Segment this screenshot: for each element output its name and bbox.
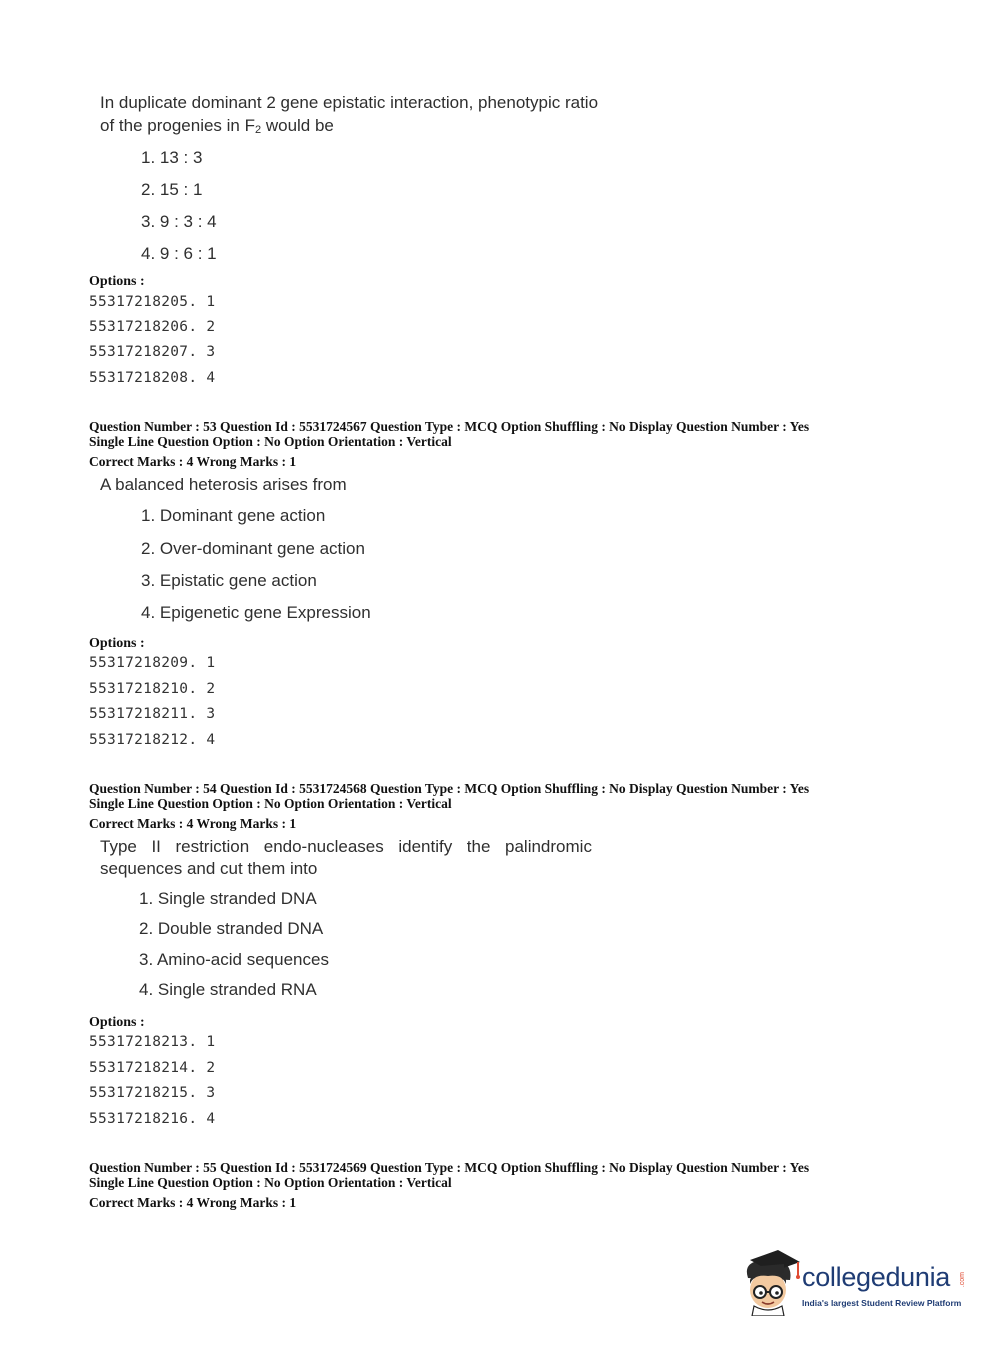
q52-text-post: would be bbox=[261, 116, 334, 135]
q52-option-id-3: 55317218207. 3 bbox=[89, 344, 216, 360]
q54-word: palindromic bbox=[505, 837, 592, 856]
q53-meta-line2: Single Line Question Option : No Option Orientation : Vertical bbox=[89, 434, 452, 449]
mascot-graduation-cap-icon bbox=[740, 1248, 802, 1316]
q54-word: II bbox=[151, 837, 161, 856]
q54-choice-3: 3. Amino-acid sequences bbox=[139, 950, 329, 969]
q52-text-pre: of the progenies in F bbox=[100, 116, 255, 135]
q53-meta-line1: Question Number : 53 Question Id : 5531724567 Question Type : MCQ Option Shuffling : No Display Question Number : Yes bbox=[89, 419, 810, 434]
q52-choice-3: 3. 9 : 3 : 4 bbox=[141, 212, 217, 231]
logo-name: collegedunia bbox=[802, 1262, 951, 1292]
collegedunia-logo bbox=[740, 1248, 970, 1318]
logo-dotcom: .com bbox=[959, 1272, 966, 1288]
q53-text: A balanced heterosis arises from bbox=[100, 475, 347, 494]
q54-option-id-3: 55317218215. 3 bbox=[89, 1085, 216, 1101]
q53-option-id-1: 55317218209. 1 bbox=[89, 655, 216, 671]
q54-text-line2: sequences and cut them into bbox=[100, 859, 318, 878]
q52-option-id-2: 55317218206. 2 bbox=[89, 319, 216, 335]
q55-marks: Correct Marks : 4 Wrong Marks : 1 bbox=[89, 1195, 297, 1210]
q54-option-id-2: 55317218214. 2 bbox=[89, 1060, 216, 1076]
q52-choice-4: 4. 9 : 6 : 1 bbox=[141, 244, 217, 263]
q53-options-label: Options : bbox=[89, 636, 145, 651]
q52-option-id-4: 55317218208. 4 bbox=[89, 370, 216, 386]
q53-choice-1: 1. Dominant gene action bbox=[141, 506, 326, 525]
q54-choice-2: 2. Double stranded DNA bbox=[139, 919, 324, 938]
q53-choice-2: 2. Over-dominant gene action bbox=[141, 539, 365, 558]
q54-choice-4: 4. Single stranded RNA bbox=[139, 980, 317, 999]
q54-marks: Correct Marks : 4 Wrong Marks : 1 bbox=[89, 816, 297, 831]
q55-meta-line2: Single Line Question Option : No Option Orientation : Vertical bbox=[89, 1175, 452, 1190]
q54-options-label: Options : bbox=[89, 1015, 145, 1030]
q54-text-line1 bbox=[100, 836, 592, 858]
q54-option-id-1: 55317218213. 1 bbox=[89, 1034, 216, 1050]
q53-choice-4: 4. Epigenetic gene Expression bbox=[141, 603, 371, 622]
q52-text-line2 bbox=[100, 115, 334, 141]
q53-option-id-2: 55317218210. 2 bbox=[89, 681, 216, 697]
q54-word: endo-nucleases bbox=[263, 837, 384, 856]
q54-word: the bbox=[466, 837, 491, 856]
q52-option-id-1: 55317218205. 1 bbox=[89, 294, 216, 310]
q53-option-id-4: 55317218212. 4 bbox=[89, 732, 216, 748]
q54-meta-line1: Question Number : 54 Question Id : 5531724568 Question Type : MCQ Option Shuffling : No Display Question Number : Yes bbox=[89, 781, 810, 796]
q54-word: restriction bbox=[175, 837, 250, 856]
q53-choice-3: 3. Epistatic gene action bbox=[141, 571, 317, 590]
q54-word: Type bbox=[100, 837, 137, 856]
q54-option-id-4: 55317218216. 4 bbox=[89, 1111, 216, 1127]
q52-text-line1: In duplicate dominant 2 gene epistatic interaction, phenotypic ratio bbox=[100, 93, 599, 112]
q52-text-subscript: 2 bbox=[254, 124, 262, 136]
q52-options-label: Options : bbox=[89, 274, 145, 289]
q54-meta-line2: Single Line Question Option : No Option Orientation : Vertical bbox=[89, 796, 452, 811]
q53-option-id-3: 55317218211. 3 bbox=[89, 706, 216, 722]
logo-tagline: India's largest Student Review Platform bbox=[802, 1298, 962, 1308]
q52-choice-2: 2. 15 : 1 bbox=[141, 180, 203, 199]
q52-choice-1: 1. 13 : 3 bbox=[141, 148, 203, 167]
q54-word: identify bbox=[398, 837, 453, 856]
q53-marks: Correct Marks : 4 Wrong Marks : 1 bbox=[89, 454, 297, 469]
q54-choice-1: 1. Single stranded DNA bbox=[139, 889, 317, 908]
q55-meta-line1: Question Number : 55 Question Id : 5531724569 Question Type : MCQ Option Shuffling : No Display Question Number : Yes bbox=[89, 1160, 810, 1175]
